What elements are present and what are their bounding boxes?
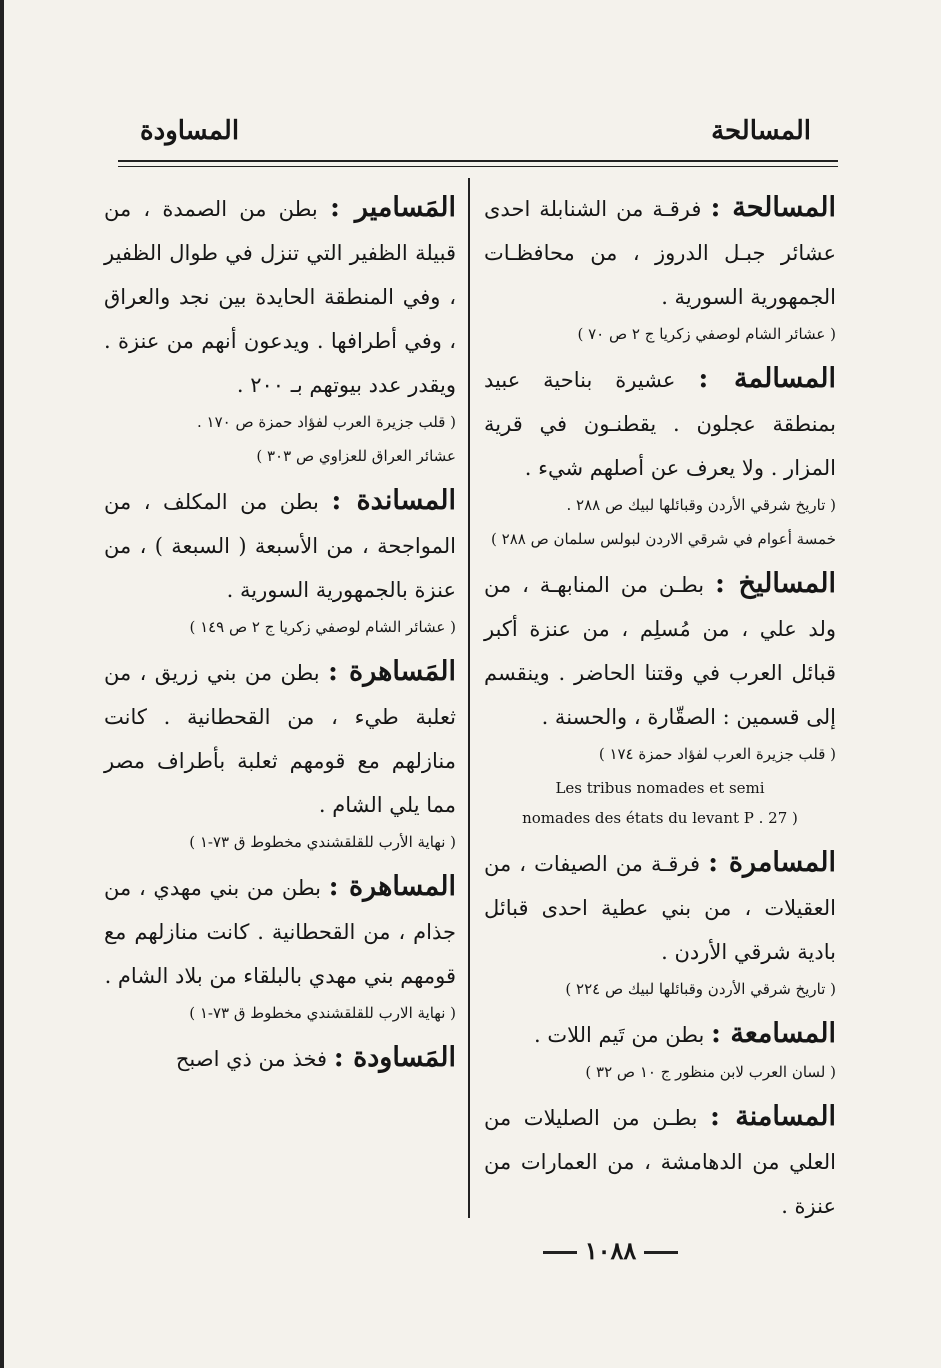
entry-text: بطن من الصمدة ، من قبيلة الظفير التي تنزل في طوال الظفير ، وفي المنطقة الحايدة بين نجد والعراق ، وفي أطرافها . ويدعون أنهم من عنزة . ويقدر عدد بيوتهم بـ ٢٠٠ .	[104, 197, 456, 397]
header-rule-thin	[118, 166, 838, 167]
entry-headword: المساليخ :	[714, 568, 836, 599]
header-rule	[118, 160, 838, 162]
entry	[104, 865, 456, 1028]
entry-text: فخذ من ذي اصبح	[175, 1047, 328, 1071]
entry	[104, 186, 456, 471]
entry	[484, 841, 836, 1004]
latin-reference: nomades des états du levant P . 27 )	[522, 809, 798, 827]
entry-text: فرقـة من الصيفات ، من العقيلات ، من بني عطية احدى قبائل بادية شرقي الأردن .	[484, 852, 836, 964]
entry-headword: المسالحة :	[710, 192, 837, 223]
latin-reference: Les tribus nomades et semi	[555, 779, 765, 797]
entry-text: بطن من بني زريق ، من ثعلبة طيء ، من القحطانية . كانت منازلهم مع قومهم ثعلبة بأطراف مصر مما يلي الشام .	[104, 661, 456, 817]
entry-reference: عشائر العراق للعزاوي ص ٣٠٣ )	[256, 447, 456, 465]
running-header-left: المساودة	[140, 116, 240, 146]
entry-headword: المَسامير :	[329, 192, 456, 223]
entry-text: بطن من بني مهدي ، من جذام ، من القحطانية . كانت منازلهم مع قومهم بني مهدي بالبلقاء من بلاد الشام .	[104, 876, 456, 988]
entry-reference: ( عشائر الشام لوصفي زكريا ج ٢ ص ٧٠ )	[577, 325, 836, 343]
right-column	[484, 186, 836, 1236]
page-number-value: ١٠٨٨	[584, 1236, 637, 1265]
running-header-right: المسالحة	[711, 116, 811, 146]
entry-reference: ( نهاية الأرب للقلقشندي مخطوط ق ٧٣-١ )	[189, 833, 456, 851]
entry-reference: ( تاريخ شرقي الأردن وقبائلها لبيك ص ٢٨٨ .	[566, 496, 836, 514]
entry-text: بطن من المكلف ، من المواجحة ، من الأسبعة ( السبعة ) ، من عنزة بالجمهورية السورية .	[104, 490, 456, 602]
entry-reference: خمسة أعوام في شرقي الاردن لبولس سلمان ص ٢٨٨ )	[491, 530, 836, 548]
page-number-dash	[644, 1251, 678, 1254]
entry-reference: ( تاريخ شرقي الأردن وقبائلها لبيك ص ٢٢٤ )	[565, 980, 836, 998]
left-column	[104, 186, 456, 1089]
entry-reference: ( لسان العرب لابن منظور ج ١٠ ص ٣٢ )	[585, 1063, 836, 1081]
entry-headword: المسامنة :	[710, 1101, 836, 1132]
page-number-dash	[543, 1251, 577, 1254]
entry	[484, 562, 836, 833]
entry-text: بطـن من المنابهـة ، من ولد علي ، من مُسلِم ، من عنزة أكبر قبائل العرب في وقتنا الحاضر . وينقسم إلى قسمين : الصقّارة ، والحسنة .	[484, 573, 836, 729]
page-number	[0, 1236, 941, 1265]
entry-headword: المساهرة :	[328, 871, 456, 902]
entry-text: عشيرة بناحية عبيد بمنطقة عجلون . يقطنـون في قرية المزار . ولا يعرف عن أصلهم شيء .	[484, 368, 836, 480]
column-divider	[468, 178, 470, 1218]
entry-reference: ( نهاية الارب للقلقشندي مخطوط ق ٧٣-١ )	[189, 1004, 456, 1022]
entry-reference: ( قلب جزيرة العرب لفؤاد حمزة ١٧٤ )	[598, 745, 836, 763]
entry	[484, 1095, 836, 1228]
entry-reference: ( عشائر الشام لوصفي زكريا ج ٢ ص ١٤٩ )	[189, 618, 456, 636]
entry	[484, 186, 836, 349]
entry-text: فرقـة من الشنابلة احدى عشائر جبـل الدروز ، من محافظـات الجمهورية السورية .	[484, 197, 836, 309]
entry	[104, 1036, 456, 1081]
entry	[104, 650, 456, 857]
entry-text: بطـن من الصليلات من العلي من الدهامشة ، من العمارات من عنزة .	[484, 1106, 836, 1218]
entry-headword: المساندة :	[331, 485, 456, 516]
entry	[484, 1012, 836, 1087]
entry-headword: المسالمة :	[698, 363, 836, 394]
entry	[104, 479, 456, 642]
entry-text: بطن من تَيم اللات .	[533, 1023, 705, 1047]
entry-reference: ( قلب جزيرة العرب لفؤاد حمزة ص ١٧٠ .	[196, 413, 456, 431]
entry-headword: المسامرة :	[708, 847, 836, 878]
entry-headword: المسامعة :	[711, 1018, 836, 1049]
scan-edge	[0, 0, 4, 1368]
entry	[484, 357, 836, 554]
entry-headword: المَساهرة :	[327, 656, 456, 687]
entry-headword: المَساودة :	[333, 1042, 456, 1073]
